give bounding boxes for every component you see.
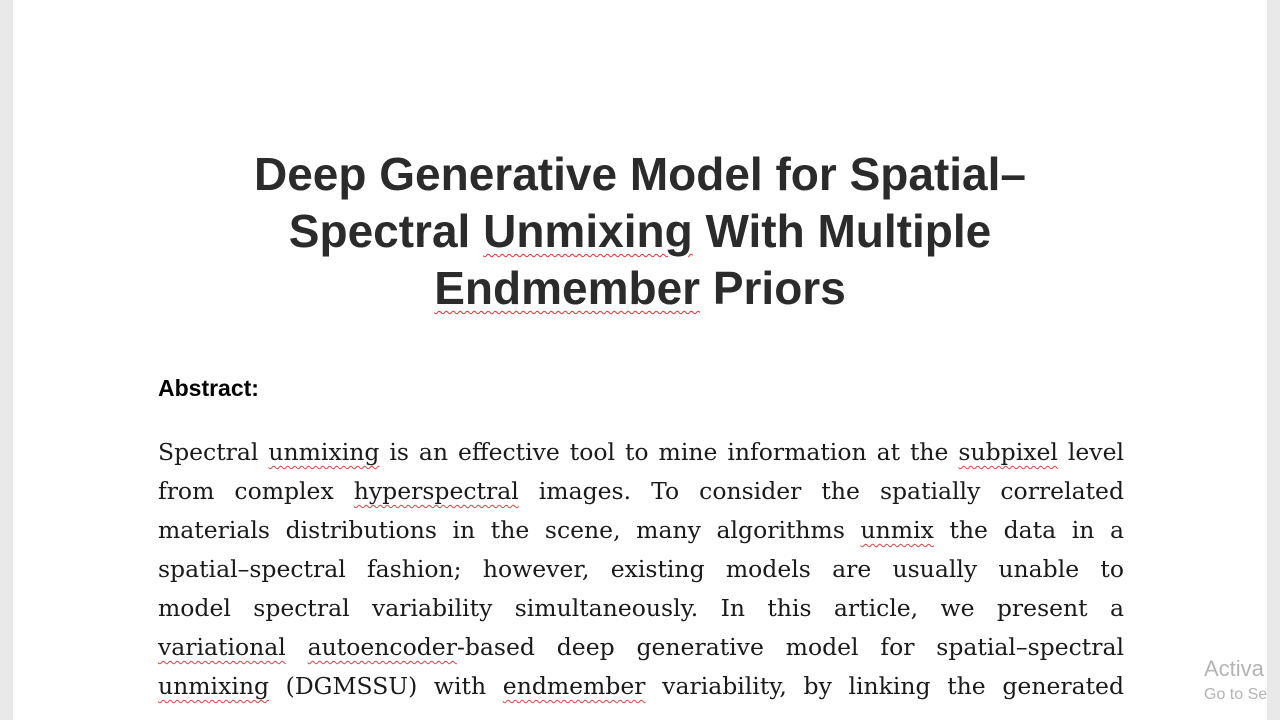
windows-activation-watermark [1204,655,1267,707]
spellcheck-word[interactable]: Unmixing [483,205,693,257]
page-left-margin [0,0,13,720]
spellcheck-word[interactable]: unmix [860,516,934,544]
title-line-3 [13,260,1267,317]
watermark-title: Activa [1204,656,1264,681]
text-run [286,633,308,661]
abstract-line [158,628,1124,667]
title-text: With Multiple [692,205,992,257]
text-run: materials distributions in the scene, many algorithms [158,516,861,544]
text-run: variability, by linking the generated [645,672,1124,700]
spellcheck-word[interactable]: autoencoder [307,633,457,661]
title-text: Deep Generative Model for Spatial– [253,148,1026,200]
text-run: from complex [158,477,354,505]
text-run: is an effective tool to mine information at the [379,438,959,466]
abstract-heading: Abstract: [158,375,259,401]
abstract-line [158,433,1124,472]
spellcheck-word[interactable]: endmember [502,672,646,700]
abstract-line [158,472,1124,511]
page-right-margin [1267,0,1280,720]
text-run: the data in a [933,516,1124,544]
text-run: (DGMSSU) with [269,672,503,700]
text-run: Spectral [158,438,269,466]
text-run: images. To consider the spatially correlated [518,477,1124,505]
text-run: level [1057,438,1124,466]
spellcheck-word[interactable]: unmixing [268,438,380,466]
abstract-line [158,511,1124,550]
title-line-2 [13,203,1267,260]
abstract-line [158,667,1124,706]
text-run: spatial–spectral fashion; however, existing models are usually unable to [158,555,1124,583]
spellcheck-word[interactable]: Endmember [434,262,701,314]
title-line-1 [13,146,1267,203]
abstract-line [158,589,1124,628]
spellcheck-word[interactable]: subpixel [958,438,1058,466]
title-text: Priors [700,262,846,314]
abstract-line [158,550,1124,589]
abstract-body [158,433,1124,706]
title-text: Spectral [288,205,484,257]
spellcheck-word[interactable]: hyperspectral [353,477,519,505]
watermark-subtitle[interactable]: Go to Se [1204,686,1268,703]
document-title [13,146,1267,317]
spellcheck-word[interactable]: unmixing [158,672,270,700]
document-page [13,0,1267,720]
text-run: model spectral variability simultaneously. In this article, we present a [158,594,1124,622]
text-run: -based deep generative model for spatial–spectral [456,633,1124,661]
spellcheck-word[interactable]: variational [158,633,286,661]
